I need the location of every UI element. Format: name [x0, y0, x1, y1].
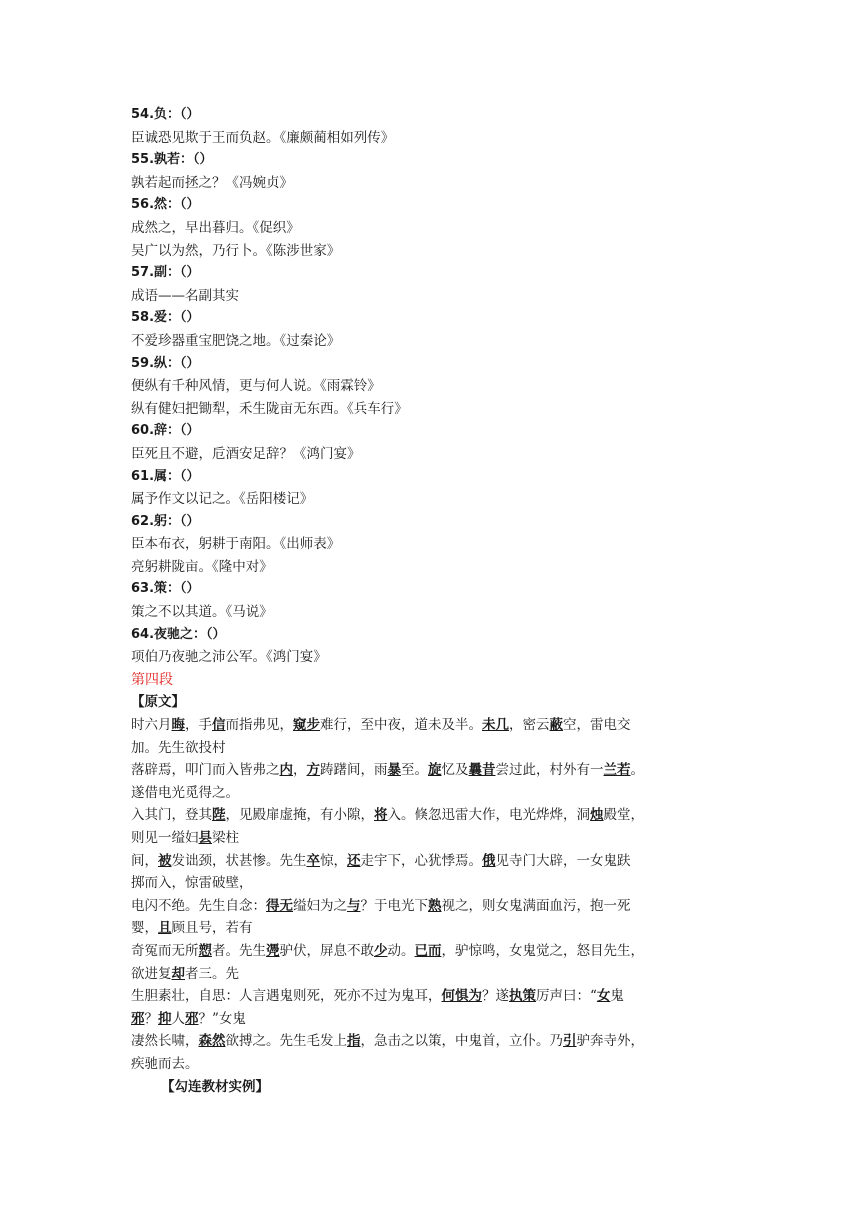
vocab-item-heading: 61.属：（）: [131, 468, 200, 484]
key-word: 晦: [171, 717, 185, 734]
paragraph-line: [131, 895, 736, 918]
key-word: 抑: [158, 1010, 172, 1027]
key-word: 内: [279, 762, 293, 779]
paragraph-line: [131, 917, 736, 940]
text-run: 生胆素壮，自思：人言遇鬼则死，死亦不过为鬼耳，: [131, 988, 442, 1005]
text-run: 入。倏忽迅雷大作，电光烨烨，洞: [387, 807, 590, 824]
paragraph-line: [131, 827, 736, 850]
text-run: ，驴惊鸣，女鬼觉之，怒目先生，: [441, 942, 644, 959]
text-run: 驴伏，屏息不敢: [279, 942, 374, 959]
vocab-example-sentence: 臣诚恐见欺于王而负赵。《廉颇蔺相如列传》: [131, 129, 395, 146]
vocab-item-heading: 62.躬：（）: [131, 513, 200, 529]
key-word: 陛: [212, 807, 226, 824]
paragraph-line: [131, 963, 736, 986]
text-run: 顾且号，若有: [171, 920, 253, 937]
key-word: 信: [212, 717, 226, 734]
text-run: ？遂: [482, 988, 509, 1005]
text-run: 见寺门大辟，一女鬼趺: [495, 852, 631, 869]
text-run: 难行，至中夜，道未及半。: [320, 717, 482, 734]
textbook-examples-label: 【勾连教材实例】: [161, 1078, 269, 1095]
paragraph-line: [131, 759, 736, 782]
key-word: 窥步: [293, 717, 320, 734]
paragraph-line: [131, 985, 736, 1008]
key-word: 却: [171, 965, 185, 982]
key-word: 兰若: [603, 762, 631, 779]
key-word: 蔽: [549, 717, 563, 734]
text-run: ？: [144, 1010, 158, 1027]
text-run: 疾驰而去。: [131, 1055, 199, 1072]
vocab-example-sentence: 亮躬耕陇亩。《隆中对》: [131, 558, 273, 575]
text-run: 走宇下，心犹悸焉。: [360, 852, 482, 869]
key-word: 未几: [482, 717, 509, 734]
text-run: 鬼: [610, 988, 624, 1005]
vocab-example-sentence: 孰若起而拯之？《冯婉贞》: [131, 174, 293, 191]
vocab-list: [131, 104, 736, 669]
document-page: [131, 104, 736, 1098]
key-word: 凴: [266, 942, 280, 959]
key-word: 县: [198, 830, 212, 846]
text-run: 遂借电光觅得之。: [131, 784, 239, 801]
text-run: 落辟焉，叩门而入皆弗之: [131, 762, 280, 779]
text-run: 人: [171, 1010, 185, 1027]
text-run: 忆及: [441, 762, 469, 779]
text-run: ，: [293, 762, 307, 779]
key-word: 俄: [482, 852, 496, 869]
text-run: 发诎颈，状甚惨。先生: [171, 852, 307, 869]
text-run: ，见殿扉虚掩，有小隙，: [225, 807, 374, 824]
key-word: 与: [347, 897, 361, 914]
text-run: 时六月: [131, 717, 172, 734]
key-word: 何惧为: [441, 988, 482, 1005]
text-run: 殿堂，: [603, 807, 644, 824]
paragraph-line: [131, 1030, 736, 1053]
key-word: 女: [596, 988, 611, 1005]
text-run: 欲进复: [131, 965, 172, 982]
paragraph-line: [131, 737, 736, 760]
key-word: 引: [563, 1033, 577, 1050]
paragraph-line: [131, 1053, 736, 1076]
key-word: 已而: [414, 942, 442, 959]
text-run: 掷而入，惊雷破壁，: [131, 875, 253, 892]
paragraph-line: [131, 782, 736, 805]
text-run: 至。: [401, 762, 428, 779]
key-word: 旋: [428, 762, 442, 779]
key-word: 曩昔: [468, 762, 496, 779]
text-run: 电闪不绝。先生自念：: [131, 897, 266, 914]
vocab-example-sentence: 属予作文以记之。《岳阳楼记》: [131, 491, 314, 508]
key-word: 且: [158, 920, 172, 937]
key-word: 邪: [185, 1010, 199, 1027]
vocab-example-sentence: 吴广以为然，乃行卜。《陈涉世家》: [131, 242, 341, 259]
original-text-paragraph: [131, 714, 736, 1076]
key-word: 还: [347, 852, 361, 869]
vocab-item-heading: 64.夜驰之：（）: [131, 626, 226, 642]
key-word: 被: [158, 852, 172, 869]
key-word: 执策: [509, 988, 536, 1005]
text-run: ，密云: [509, 717, 550, 734]
vocab-item-heading: 58.爱：（）: [131, 310, 200, 326]
vocab-item-heading: 60.辞：（）: [131, 423, 200, 439]
vocab-item-heading: 56.然：（）: [131, 197, 200, 213]
paragraph-line: [131, 714, 736, 737]
text-run: 间，: [131, 852, 158, 869]
key-word: 愬: [198, 942, 212, 959]
vocab-item-heading: 55.孰若：（）: [131, 152, 213, 168]
text-run: 视之，则女鬼满面血污，抱一死: [441, 897, 631, 914]
text-run: 而指弗见，: [225, 717, 293, 734]
text-run: 缢妇为之: [293, 897, 347, 914]
paragraph-line: [131, 804, 736, 827]
text-run: 惊，: [320, 852, 347, 869]
text-run: 踌躇间，雨: [320, 762, 388, 779]
vocab-item-heading: 54.负：（）: [131, 107, 200, 122]
vocab-example-sentence: 不爱珍器重宝肥饶之地。《过秦论》: [131, 332, 341, 349]
key-word: 森然: [198, 1033, 226, 1050]
text-run: 者三。先: [185, 965, 239, 982]
key-word: 将: [374, 807, 388, 824]
key-word: 暴: [387, 762, 401, 779]
text-run: ？于电光下: [360, 897, 428, 914]
key-word: 熟: [428, 897, 442, 914]
section-title: 第四段: [131, 671, 173, 688]
paragraph-line: [131, 850, 736, 873]
text-run: 厉声曰：“: [536, 988, 597, 1005]
vocab-example-sentence: 纵有健妇把锄犁，禾生陇亩无东西。《兵车行》: [131, 400, 408, 417]
key-word: 方: [306, 762, 320, 779]
text-run: 欲搏之。先生毛发上: [225, 1033, 347, 1050]
vocab-example-sentence: 项伯乃夜驰之沛公军。《鸿门宴》: [131, 649, 327, 666]
vocab-item-heading: 63.策：（）: [131, 581, 200, 597]
text-run: 加。先生欲投村: [131, 739, 226, 756]
text-run: 婴，: [131, 920, 158, 937]
text-run: ，急击之以策，中鬼首，立仆。乃: [360, 1033, 563, 1050]
text-run: 入其门，登其: [131, 807, 212, 824]
text-run: 尝过此，村外有一: [495, 762, 604, 779]
text-run: 驴奔寺外，: [576, 1033, 644, 1050]
vocab-example-sentence: 策之不以其道。《马说》: [131, 604, 273, 621]
text-run: 。: [630, 762, 644, 779]
text-run: 空，雷电交: [563, 717, 631, 734]
key-word: 烛: [590, 807, 604, 824]
vocab-example-sentence: 成语——名副其实: [131, 287, 239, 304]
key-word: 少: [374, 942, 388, 959]
text-run: 奇冤而无所: [131, 942, 199, 959]
key-word: 卒: [306, 852, 320, 869]
paragraph-line: [131, 940, 736, 963]
vocab-example-sentence: 便纵有千种风情，更与何人说。《雨霖铃》: [131, 378, 381, 395]
vocab-item-heading: 57.副：（）: [131, 265, 200, 281]
vocab-item-heading: 59.纵：（）: [131, 355, 200, 371]
text-run: 凄然长啸，: [131, 1033, 199, 1050]
paragraph-line: [131, 872, 736, 895]
text-run: 动。: [387, 942, 415, 959]
text-run: 则见一缢妇: [131, 830, 199, 846]
vocab-example-sentence: 成然之，早出暮归。《促织》: [131, 219, 300, 236]
text-run: ？”女鬼: [198, 1010, 246, 1027]
key-word: 得无: [266, 897, 293, 914]
original-text-label: 【原文】: [131, 694, 185, 711]
key-word: 邪: [131, 1010, 145, 1027]
text-run: 梁柱: [212, 830, 239, 846]
vocab-example-sentence: 臣本布衣，躬耕于南阳。《出师表》: [131, 536, 341, 553]
text-run: 者。先生: [212, 942, 266, 959]
vocab-example-sentence: 臣死且不避，卮酒安足辞？《鸿门宴》: [131, 445, 361, 462]
key-word: 指: [347, 1033, 361, 1050]
text-run: ，手: [185, 717, 212, 734]
paragraph-line: [131, 1008, 736, 1031]
